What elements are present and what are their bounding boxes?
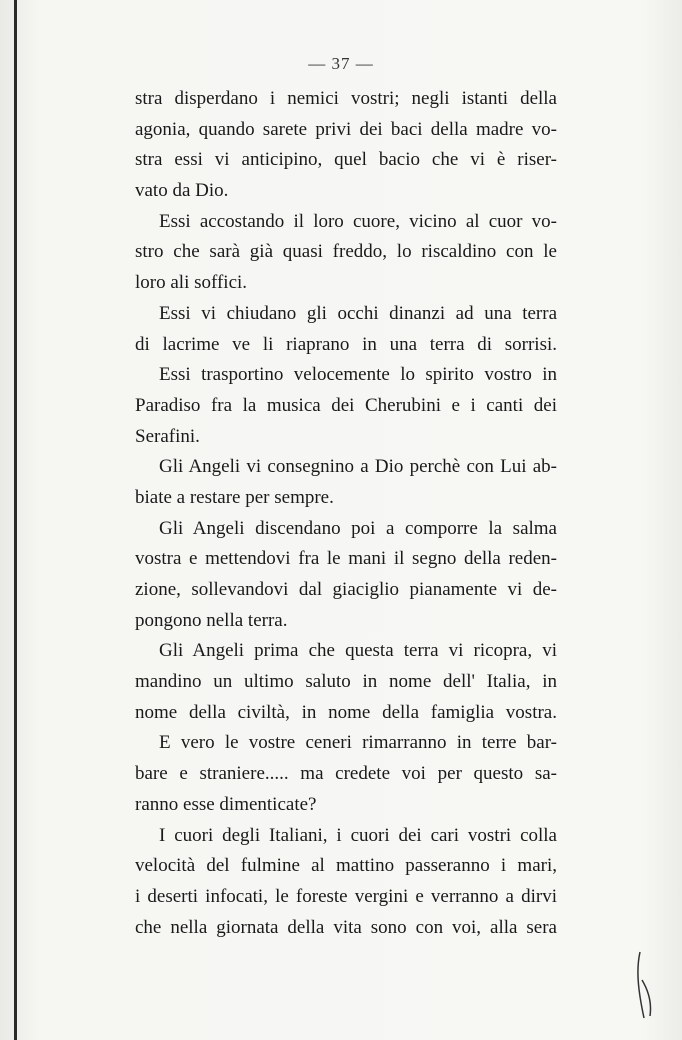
text-line: pongono nella terra.	[135, 609, 288, 631]
text-line: di lacrime ve li riaprano in una terra di sorrisi.	[135, 333, 557, 355]
text-line: loro ali soffici.	[135, 272, 248, 294]
body-text	[135, 84, 557, 943]
page-binding-edge	[14, 0, 17, 1040]
text-line: stro che sarà già quasi freddo, lo riscaldino con le	[135, 241, 557, 263]
text-line: velocità del fulmine al mattino passeranno i mari,	[135, 855, 557, 877]
text-line: Gli Angeli discendano poi a comporre la salma	[159, 517, 557, 539]
text-line: Essi accostando il loro cuore, vicino al cuor vo-	[159, 210, 557, 232]
text-line: stra disperdano i nemici vostri; negli istanti della	[135, 88, 557, 109]
text-line: agonia, quando sarete privi dei baci della madre vo-	[135, 118, 557, 140]
text-line: Paradiso fra la musica dei Cherubini e i canti dei	[135, 394, 557, 416]
text-line: stra essi vi anticipino, quel bacio che vi è riser-	[135, 149, 557, 171]
text-line: Gli Angeli vi consegnino a Dio perchè con Lui ab-	[159, 456, 557, 478]
text-line: vato da Dio.	[135, 180, 229, 202]
text-line: mandino un ultimo saluto in nome dell' Italia, in	[135, 671, 557, 693]
text-line: Gli Angeli prima che questa terra vi ricopra, vi	[159, 640, 557, 662]
text-line: che nella giornata della vita sono con voi, alla sera	[135, 916, 557, 938]
text-line: i deserti infocati, le foreste vergini e verranno a dirvi	[135, 885, 557, 907]
text-line: ranno esse dimenticate?	[135, 793, 317, 815]
page-edge-mark	[634, 950, 656, 1020]
text-line: nome della civiltà, in nome della famiglia vostra.	[135, 701, 557, 723]
text-line: Essi trasportino velocemente lo spirito vostro in	[159, 364, 557, 386]
text-line: biate a restare per sempre.	[135, 486, 334, 508]
text-line: E vero le vostre ceneri rimarranno in terre bar-	[159, 732, 557, 754]
text-line: vostra e mettendovi fra le mani il segno della reden-	[135, 548, 557, 570]
text-line: zione, sollevandovi dal giaciglio pianamente vi de-	[135, 579, 557, 600]
page-number: — 37 —	[308, 54, 374, 73]
text-line: Serafini.	[135, 425, 200, 447]
text-line: Essi vi chiudano gli occhi dinanzi ad una terra	[159, 302, 557, 324]
text-line: I cuori degli Italiani, i cuori dei cari vostri colla	[159, 824, 557, 846]
text-line: bare e straniere..... ma credete voi per questo sa-	[135, 763, 557, 785]
